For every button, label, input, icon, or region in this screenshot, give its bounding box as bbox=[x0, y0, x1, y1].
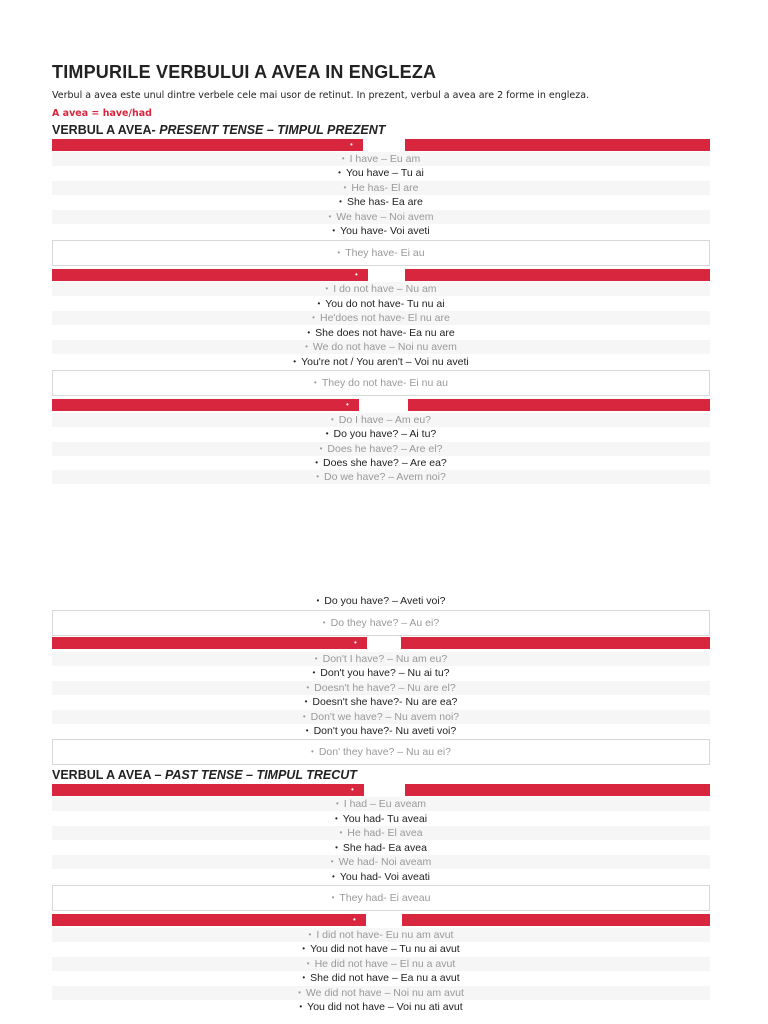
bullet-icon: • bbox=[330, 415, 334, 424]
list-item bbox=[52, 311, 710, 325]
bullet-icon: • bbox=[325, 284, 329, 293]
list-item-text: We did not have – Noi nu am avut bbox=[305, 987, 464, 999]
list-item-text: You did not have – Voi nu ati avut bbox=[307, 1001, 463, 1013]
bullet-icon: • bbox=[319, 444, 323, 453]
formula-text: A avea = have/had bbox=[52, 108, 152, 119]
list-item-text: Do they have? – Au ei? bbox=[330, 617, 440, 629]
list-item-text: You have – Tu ai bbox=[345, 167, 424, 179]
list-item-text: You have- Voi aveti bbox=[340, 225, 430, 237]
list-item bbox=[52, 724, 710, 738]
bullet-icon: • bbox=[335, 843, 338, 852]
bullet-icon: • bbox=[306, 959, 310, 968]
list-item-text: Don't you have?- Nu aveti voi? bbox=[313, 725, 457, 737]
list-item bbox=[52, 282, 710, 296]
list-item-text: You had- Voi aveati bbox=[339, 871, 430, 883]
bullet-icon: • bbox=[330, 857, 334, 866]
bullet-icon: • bbox=[334, 814, 338, 823]
list-item-text: Don' they have? – Nu au ei? bbox=[318, 746, 451, 758]
list-item bbox=[52, 427, 710, 441]
list-item-text: I had – Eu aveam bbox=[343, 798, 427, 810]
section-bar bbox=[52, 784, 710, 796]
bullet-icon: • bbox=[343, 183, 347, 192]
bullet-icon: • bbox=[293, 357, 297, 366]
bullet-icon: • bbox=[305, 342, 308, 351]
bar-segment bbox=[52, 139, 363, 151]
list-item bbox=[52, 870, 710, 884]
list-item bbox=[52, 166, 710, 180]
list-item-text: You did not have – Tu nu ai avut bbox=[310, 943, 460, 955]
bullet-icon: • bbox=[302, 712, 306, 721]
list-item-text: He did not have – El nu a avut bbox=[314, 958, 456, 970]
list-item-text: I do not have – Nu am bbox=[333, 283, 437, 295]
list-item-text: He has- El are bbox=[351, 182, 419, 194]
list-item bbox=[52, 812, 710, 826]
list-item-text: They do not have- Ei nu au bbox=[321, 377, 448, 389]
bar-segment bbox=[52, 269, 368, 281]
heading-present: VERBUL A AVEA- PRESENT TENSE – TIMPUL PREZENT bbox=[52, 123, 386, 137]
bullet-icon: • bbox=[354, 638, 357, 647]
list-item bbox=[52, 971, 710, 985]
list-item bbox=[52, 355, 710, 369]
list-item bbox=[52, 710, 710, 724]
bullet-icon: • bbox=[312, 313, 315, 322]
bullet-icon: • bbox=[325, 429, 329, 438]
bullet-icon: • bbox=[351, 785, 354, 794]
bar-segment bbox=[52, 914, 366, 926]
list-item-boxed bbox=[52, 739, 710, 765]
list-item-boxed bbox=[52, 610, 710, 636]
list-item-text: Do you have? – Ai tu? bbox=[333, 428, 437, 440]
list-item-text: Do we have? – Avem noi? bbox=[324, 471, 446, 483]
bullet-icon: • bbox=[353, 915, 356, 924]
section-bar bbox=[52, 139, 710, 151]
list-item bbox=[52, 928, 710, 942]
bullet-icon: • bbox=[331, 893, 335, 902]
bullet-icon: • bbox=[335, 799, 339, 808]
list-item bbox=[52, 841, 710, 855]
bullet-icon: • bbox=[308, 930, 312, 939]
bar-segment bbox=[405, 269, 710, 281]
list-item bbox=[52, 666, 710, 680]
bar-segment bbox=[408, 399, 710, 411]
list-item bbox=[52, 210, 710, 224]
bullet-icon: • bbox=[339, 828, 343, 837]
bullet-icon: • bbox=[306, 683, 310, 692]
list-item-text: We have – Noi avem bbox=[336, 211, 434, 223]
list-item bbox=[52, 797, 710, 811]
section-bar bbox=[52, 269, 710, 281]
list-item-text: I have – Eu am bbox=[349, 153, 421, 165]
bullet-icon: • bbox=[302, 944, 306, 953]
intro-text: Verbul a avea este unul dintre verbele cele mai usor de retinut. In prezent, verbul a avea are 2 forme in engleza. bbox=[52, 90, 590, 101]
list-item bbox=[52, 413, 710, 427]
list-item-text: She does not have- Ea nu are bbox=[315, 327, 455, 339]
list-item-text: She did not have – Ea nu a avut bbox=[310, 972, 460, 984]
bar-segment bbox=[52, 784, 364, 796]
list-item bbox=[52, 152, 710, 166]
bullet-icon: • bbox=[328, 212, 332, 221]
section-bar bbox=[52, 637, 710, 649]
bullet-icon: • bbox=[317, 299, 321, 308]
list-item bbox=[52, 456, 710, 470]
bullet-icon: • bbox=[350, 140, 353, 149]
bullet-icon: • bbox=[332, 226, 336, 235]
list-item bbox=[52, 1000, 710, 1014]
bullet-icon: • bbox=[337, 248, 341, 257]
list-item-text: He'does not have- El nu are bbox=[319, 312, 450, 324]
bullet-icon: • bbox=[341, 154, 345, 163]
bullet-icon: • bbox=[355, 270, 358, 279]
list-item-text: Don't I have? – Nu am eu? bbox=[322, 653, 448, 665]
bullet-icon: • bbox=[305, 726, 309, 735]
list-item bbox=[52, 195, 710, 209]
bullet-icon: • bbox=[346, 400, 349, 409]
page-title: TIMPURILE VERBULUI A AVEA IN ENGLEZA bbox=[52, 62, 437, 82]
list-item-text: Do you have? – Aveti voi? bbox=[324, 595, 446, 607]
list-item-text: Doesn't she have?- Nu are ea? bbox=[312, 696, 458, 708]
list-item-text: You do not have- Tu nu ai bbox=[325, 298, 445, 310]
bullet-icon: • bbox=[322, 618, 326, 627]
list-item bbox=[52, 594, 710, 608]
bullet-icon: • bbox=[307, 328, 311, 337]
bullet-icon: • bbox=[338, 168, 341, 177]
list-item-text: They had- Ei aveau bbox=[339, 892, 431, 904]
bullet-icon: • bbox=[339, 197, 342, 206]
bullet-icon: • bbox=[316, 596, 320, 605]
list-item-text: I did not have- Eu nu am avut bbox=[316, 929, 454, 941]
list-item bbox=[52, 695, 710, 709]
list-item-text: Do I have – Am eu? bbox=[338, 414, 432, 426]
list-item-text: Don't you have? – Nu ai tu? bbox=[320, 667, 450, 679]
list-item-text: He had- El avea bbox=[347, 827, 423, 839]
list-item-text: She has- Ea are bbox=[346, 196, 423, 208]
list-item-text: You had- Tu aveai bbox=[342, 813, 428, 825]
bullet-icon: • bbox=[298, 988, 301, 997]
section-bar bbox=[52, 914, 710, 926]
list-item-boxed bbox=[52, 370, 710, 396]
list-item-text: She had- Ea avea bbox=[342, 842, 427, 854]
bullet-icon: • bbox=[314, 654, 318, 663]
list-item bbox=[52, 826, 710, 840]
bullet-icon: • bbox=[315, 458, 319, 467]
list-item bbox=[52, 442, 710, 456]
list-item bbox=[52, 957, 710, 971]
bullet-icon: • bbox=[312, 668, 316, 677]
list-item-text: We do not have – Noi nu avem bbox=[312, 341, 457, 353]
list-item bbox=[52, 652, 710, 666]
bar-segment bbox=[405, 139, 710, 151]
list-item bbox=[52, 340, 710, 354]
bullet-icon: • bbox=[311, 747, 314, 756]
list-item bbox=[52, 326, 710, 340]
bar-segment bbox=[402, 914, 710, 926]
list-item-text: Does she have? – Are ea? bbox=[323, 457, 447, 469]
bullet-icon: • bbox=[314, 378, 317, 387]
list-item bbox=[52, 181, 710, 195]
bar-segment bbox=[405, 784, 710, 796]
list-item bbox=[52, 470, 710, 484]
bar-segment bbox=[52, 637, 367, 649]
list-item bbox=[52, 224, 710, 238]
list-item bbox=[52, 942, 710, 956]
section-bar bbox=[52, 399, 710, 411]
list-item bbox=[52, 681, 710, 695]
bullet-icon: • bbox=[332, 872, 335, 881]
bullet-icon: • bbox=[299, 1002, 303, 1011]
list-item-text: Don't we have? – Nu avem noi? bbox=[310, 711, 460, 723]
list-item-text: Does he have? – Are el? bbox=[327, 443, 443, 455]
heading-past: VERBUL A AVEA – PAST TENSE – TIMPUL TRECUT bbox=[52, 768, 357, 782]
bar-segment bbox=[52, 399, 359, 411]
list-item-text: Doesn't he have? – Nu are el? bbox=[314, 682, 456, 694]
list-item bbox=[52, 855, 710, 869]
list-item-text: You're not / You aren't – Voi nu aveti bbox=[301, 356, 469, 368]
bar-segment bbox=[401, 637, 710, 649]
list-item-text: We had- Noi aveam bbox=[338, 856, 432, 868]
list-item-boxed bbox=[52, 240, 710, 266]
list-item-text: They have- Ei au bbox=[345, 247, 425, 259]
bullet-icon: • bbox=[316, 472, 319, 481]
bullet-icon: • bbox=[302, 973, 306, 982]
list-item bbox=[52, 986, 710, 1000]
list-item bbox=[52, 297, 710, 311]
bullet-icon: • bbox=[304, 697, 308, 706]
list-item-boxed bbox=[52, 885, 710, 911]
